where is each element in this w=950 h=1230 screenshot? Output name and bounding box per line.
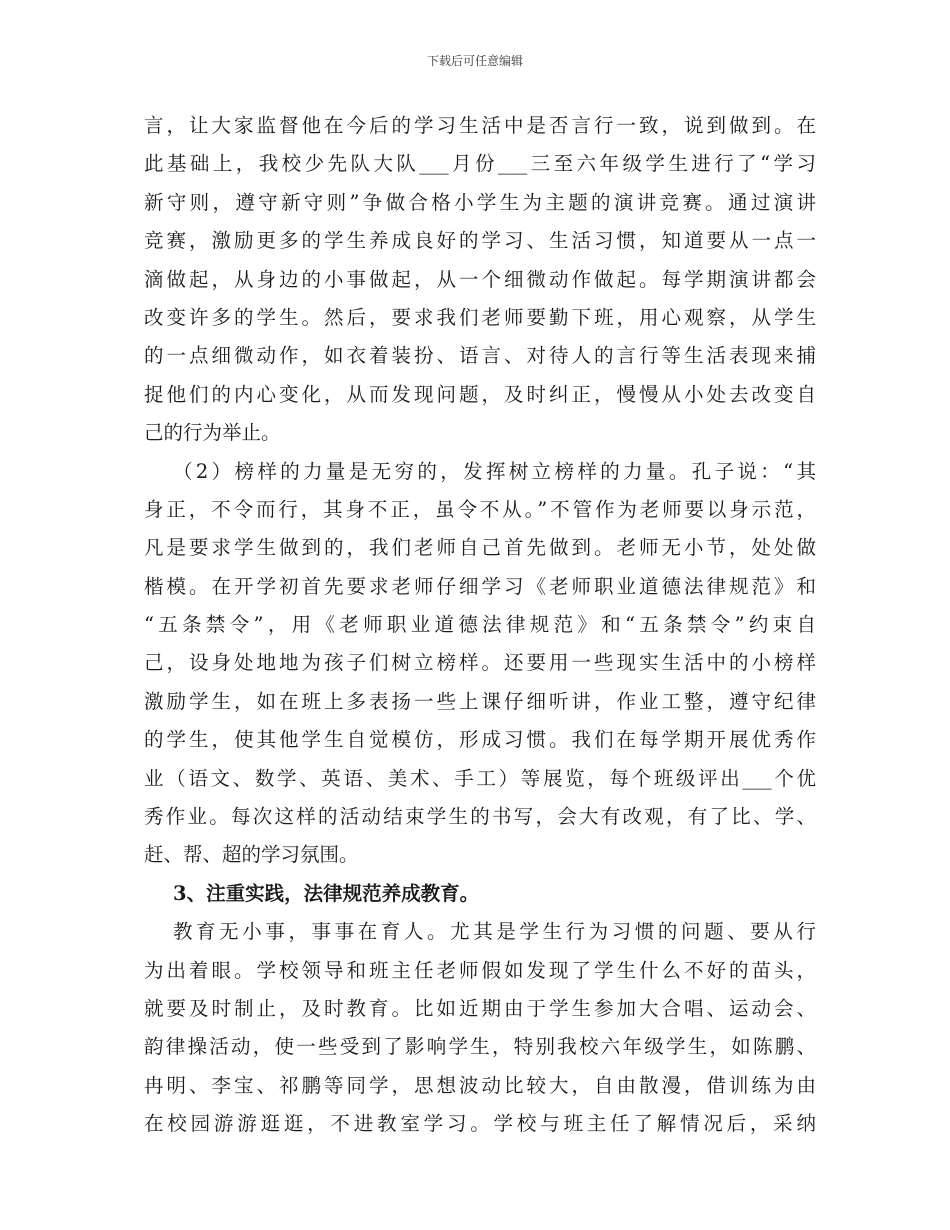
- text-line: 新守则，遵守新守则”争做合格小学生为主题的演讲竞赛。通过演讲: [144, 190, 816, 214]
- text-line: 韵律操活动，使一些受到了影响学生，特别我校六年级学生，如陈鹏、: [144, 1035, 816, 1059]
- text-line: 滴做起，从身边的小事做起，从一个细微动作做起。每学期演讲都会: [144, 267, 816, 291]
- text-line: 捉他们的内心变化，从而发现问题，及时纠正，慢慢从小处去改变自: [144, 382, 816, 406]
- text-line: 的学生，使其他学生自觉模仿，形成习惯。我们在每学期开展优秀作: [144, 728, 816, 752]
- text-line: 己，设身处地地为孩子们树立榜样。还要用一些现实生活中的小榜样: [144, 651, 816, 675]
- text-line: 赶、帮、超的学习氛围。: [144, 843, 359, 867]
- text-line: 言，让大家监督他在今后的学习生活中是否言行一致，说到做到。在: [144, 114, 816, 137]
- text-line: 就要及时制止，及时教育。比如近期由于学生参加大合唱、运动会、: [144, 996, 816, 1020]
- document-body: [144, 107, 816, 1144]
- text-line: “五条禁令”，用《老师职业道德法律规范》和“五条禁令”约束自: [144, 613, 816, 637]
- text-line: 凡是要求学生做到的，我们老师自己首先做到。老师无小节，处处做: [144, 536, 816, 560]
- text-line: 冉明、李宝、祁鹏等同学，思想波动比较大，自由散漫，借训练为由: [144, 1073, 816, 1097]
- text-line: 己的行为举止。: [144, 421, 281, 445]
- text-line: 在校园游游逛逛，不进教室学习。学校与班主任了解情况后，采纳: [144, 1112, 816, 1136]
- text-line: 激励学生，如在班上多表扬一些上课仔细听讲，作业工整，遵守纪律: [144, 689, 816, 713]
- text-line: 的一点细微动作，如衣着装扮、语言、对待人的言行等生活表现来捕: [144, 344, 816, 368]
- text-line: 楷模。在开学初首先要求老师仔细学习《老师职业道德法律规范》和: [144, 574, 816, 598]
- text-line: 此基础上，我校少先队大队___月份___三至六年级学生进行了“学习: [144, 152, 816, 176]
- text-line: 竞赛，激励更多的学生养成良好的学习、生活习惯，知道要从一点一: [144, 229, 816, 253]
- page-header: 下载后可任意编辑: [426, 54, 523, 68]
- text-line: 改变许多的学生。然后，要求我们老师要勤下班，用心观察，从学生: [144, 305, 816, 329]
- text-line: 身正，不令而行，其身不正，虽令不从。”不管作为老师要以身示范，: [144, 497, 816, 521]
- text-line: 秀作业。每次这样的活动结束学生的书写，会大有改观，有了比、学、: [144, 805, 816, 829]
- section-heading: 3、注重实践，法律规范养成教育。: [173, 881, 480, 905]
- text-line: 为出着眼。学校领导和班主任老师假如发现了学生什么不好的苗头，: [144, 958, 816, 982]
- text-line: （2）榜样的力量是无穷的，发挥树立榜样的力量。孔子说：“其: [173, 459, 816, 483]
- text-line: 业（语文、数学、英语、美术、手工）等展览，每个班级评出___个优: [144, 766, 816, 790]
- text-line: 教育无小事，事事在育人。尤其是学生行为习惯的问题、要从行: [173, 920, 816, 944]
